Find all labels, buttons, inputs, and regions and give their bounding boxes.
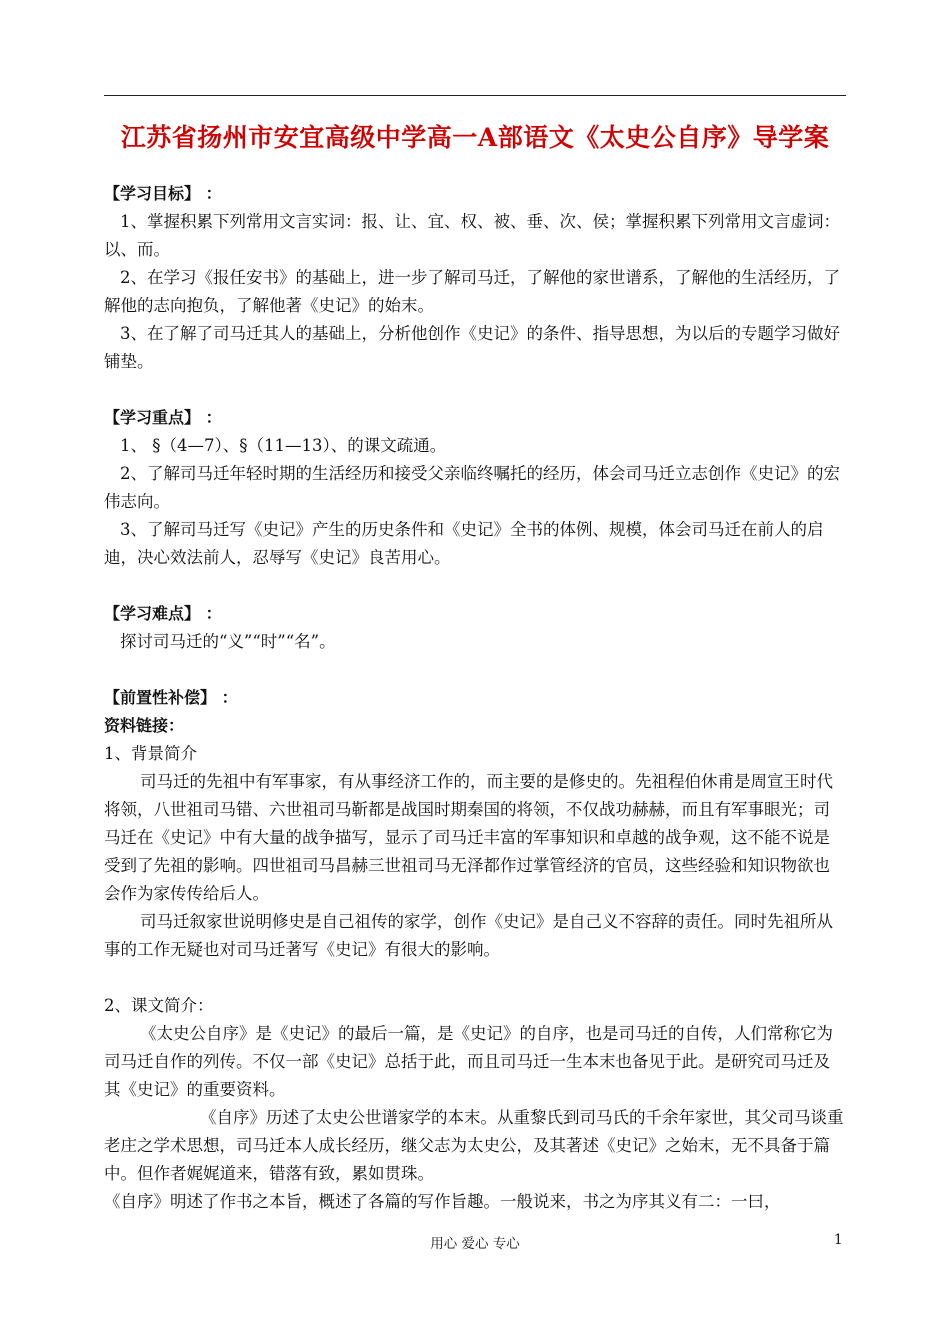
page-number: 1 bbox=[834, 1232, 843, 1248]
document-title: 江苏省扬州市安宜高级中学高一A部语文《太史公自序》导学案 bbox=[120, 123, 830, 152]
intro-paragraph: 《自序》明述了作书之本旨，概述了各篇的写作旨趣。一般说来，书之为序其义有二：一曰， bbox=[104, 1192, 781, 1211]
section-key-points bbox=[104, 404, 846, 572]
intro-paragraph: 《太史公自序》是《史记》的最后一篇，是《史记》的自序，也是司马迁的自传，人们常称它为司马迁自作的列传。不仅一部《史记》总括于此，而且司马迁一生本末也备见于此。是研究司马迁及其《史记》的重要资料。 bbox=[104, 1024, 833, 1099]
document-body bbox=[104, 180, 846, 1216]
section-heading: 【学习目标】 ： bbox=[104, 184, 222, 203]
background-paragraph: 司马迁叙家世说明修史是自己祖传的家学，创作《史记》是自己义不容辞的责任。同时先祖所从事的工作无疑也对司马迁著写《史记》有很大的影响。 bbox=[104, 912, 833, 959]
section-heading: 【前置性补偿】 ： bbox=[104, 688, 238, 707]
section-subheading: 资料链接： bbox=[104, 716, 185, 735]
section-preparation bbox=[104, 684, 846, 1216]
key-point-item: 2、了解司马迁年轻时期的生活经历和接受父亲临终嘱托的经历，体会司马迁立志创作《史记》的宏伟志向。 bbox=[104, 464, 840, 511]
section-objectives bbox=[104, 180, 846, 376]
header-rule bbox=[104, 95, 846, 96]
background-label: 1、背景简介 bbox=[104, 744, 197, 763]
intro-paragraph: 《自序》历述了太史公世谱家学的本末。从重黎氏到司马氏的千余年家世，其父司马谈重老庄之学术思想，司马迁本人成长经历，继父志为太史公，及其著述《史记》之始末，无不具备于篇中。但作者娓娓道来，错落有致，累如贯珠。 bbox=[104, 1108, 844, 1183]
section-heading: 【学习重点】 ： bbox=[104, 408, 222, 427]
page-footer: 用心 爱心 专心 bbox=[430, 1236, 520, 1252]
intro-label: 2、课文简介： bbox=[104, 996, 214, 1015]
objective-item: 2、在学习《报任安书》的基础上，进一步了解司马迁，了解他的家世谱系，了解他的生活经历，了解他的志向抱负，了解他著《史记》的始末。 bbox=[104, 268, 840, 315]
background-paragraph: 司马迁的先祖中有军事家，有从事经济工作的，而主要的是修史的。先祖程伯休甫是周宣王时代将领，八世祖司马错、六世祖司马靳都是战国时期秦国的将领，不仅战功赫赫，而且有军事眼光；司马迁在《史记》中有大量的战争描写，显示了司马迁丰富的军事知识和卓越的战争观，这不能不说是受到了先祖的影响。四世祖司马昌赫三世祖司马无泽都作过掌管经济的官员，这些经验和知识物欲也会作为家传传给后人。 bbox=[104, 772, 833, 903]
section-heading: 【学习难点】 ： bbox=[104, 604, 222, 623]
difficulty-item: 探讨司马迁的“义”“时”“名”。 bbox=[120, 632, 336, 651]
objective-item: 3、在了解了司马迁其人的基础上，分析他创作《史记》的条件、指导思想，为以后的专题学习做好铺垫。 bbox=[104, 324, 840, 371]
key-point-item: 1、 §（4—7）、§（11—13）、的课文疏通。 bbox=[120, 436, 447, 455]
objective-item: 1、掌握积累下列常用文言实词：报、让、宜、权、被、垂、次、侯；掌握积累下列常用文言虚词：以、而。 bbox=[104, 212, 840, 259]
section-difficulties bbox=[104, 600, 846, 656]
key-point-item: 3、了解司马迁写《史记》产生的历史条件和《史记》全书的体例、规模，体会司马迁在前人的启迪，决心效法前人，忍辱写《史记》良苦用心。 bbox=[104, 520, 824, 567]
